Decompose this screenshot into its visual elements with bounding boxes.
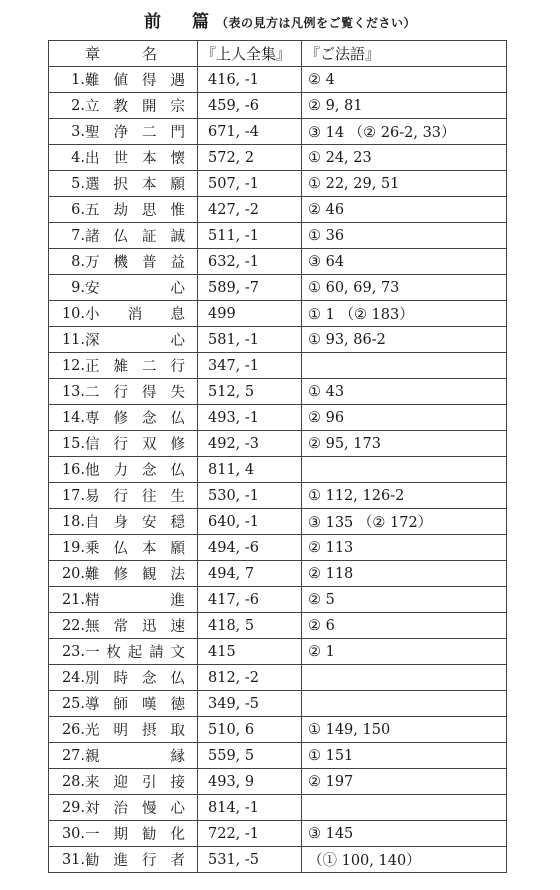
chapter-name: 光 明 摂 取 [85,723,185,739]
chapter-cell [49,821,198,847]
chapter-cell [49,639,198,665]
reference-cell: 492, -3 [198,431,302,457]
chapter-cell [49,587,198,613]
goho-cell: ① 60, 69, 73 [302,275,507,301]
chapter-number: 19. [61,539,85,556]
goho-cell: ① 43 [302,379,507,405]
table-row [49,275,507,301]
chapter-number: 9. [71,279,85,296]
chapter-cell [49,613,198,639]
chapter-number: 28. [61,773,85,790]
reference-cell: 512, 5 [198,379,302,405]
chapter-cell [49,171,198,197]
table-row [49,171,507,197]
table-row [49,535,507,561]
reference-cell: 640, -1 [198,509,302,535]
goho-cell: ③ 135 （② 172） [302,509,507,535]
table-row [49,587,507,613]
chapter-cell [49,249,198,275]
chapter-name: 選 択 本 願 [85,177,185,193]
chapter-name: 勧 進 行 者 [85,853,185,869]
chapter-cell [49,275,198,301]
chapter-name: 難 修 観 法 [85,567,185,583]
chapter-name: 深 心 [85,333,185,349]
goho-cell: ① 112, 126-2 [302,483,507,509]
reference-cell: 427, -2 [198,197,302,223]
chapter-name: 万 機 普 益 [85,255,185,271]
table-row [49,93,507,119]
chapter-cell [49,535,198,561]
chapter-cell [49,691,198,717]
chapter-name: 一 枚 起 請 文 [85,645,185,661]
goho-cell: （① 100, 140） [302,847,507,873]
chapter-name: 親 縁 [85,749,185,765]
chapter-name: 立 教 開 宗 [85,99,185,115]
goho-cell: ① 93, 86-2 [302,327,507,353]
chapter-name: 二 行 得 失 [85,385,185,401]
chapter-number: 3. [71,123,85,140]
chapter-name: 諸 仏 証 誠 [85,229,185,245]
chapter-name: 出 世 本 懐 [85,151,185,167]
goho-cell: ③ 145 [302,821,507,847]
chapter-cell [49,509,198,535]
table-row [49,249,507,275]
table-row [49,457,507,483]
table-row [49,509,507,535]
goho-cell: ② 118 [302,561,507,587]
reference-cell: 418, 5 [198,613,302,639]
chapter-number: 6. [71,201,85,218]
title-main: 前 篇 [143,12,216,32]
chapter-cell [49,145,198,171]
chapter-cell [49,561,198,587]
chapter-number: 4. [71,149,85,166]
chapter-number: 27. [61,747,85,764]
reference-cell: 494, -6 [198,535,302,561]
reference-cell: 572, 2 [198,145,302,171]
reference-cell: 493, 9 [198,769,302,795]
goho-cell: ② 96 [302,405,507,431]
table-row [49,769,507,795]
chapter-number: 25. [61,695,85,712]
chapter-cell [49,795,198,821]
reference-cell: 349, -5 [198,691,302,717]
goho-cell: ② 95, 173 [302,431,507,457]
table-row [49,301,507,327]
goho-cell [302,353,507,379]
chapter-number: 13. [61,383,85,400]
table-row [49,613,507,639]
chapter-number: 29. [61,799,85,816]
reference-cell: 347, -1 [198,353,302,379]
goho-cell: ① 151 [302,743,507,769]
chapter-cell [49,847,198,873]
reference-cell: 494, 7 [198,561,302,587]
table-row [49,743,507,769]
table-header-row [49,41,507,67]
chapter-number: 15. [61,435,85,452]
goho-cell [302,457,507,483]
goho-cell: ② 1 [302,639,507,665]
goho-cell: ② 4 [302,67,507,93]
chapter-name: 正 雑 二 行 [85,359,185,375]
chapter-name: 導 師 嘆 徳 [85,697,185,713]
header-chapter [49,41,198,67]
header-reference: 『上人全集』 [198,41,302,67]
chapter-name: 専 修 念 仏 [85,411,185,427]
table-row [49,483,507,509]
table-row [49,145,507,171]
goho-cell: ② 197 [302,769,507,795]
goho-cell: ① 36 [302,223,507,249]
chapter-cell [49,665,198,691]
table-row [49,379,507,405]
chapter-number: 22. [61,617,85,634]
chapter-number: 30. [61,825,85,842]
chapter-name: 他 力 念 仏 [85,463,185,479]
chapter-cell [49,119,198,145]
chapter-number: 18. [61,513,85,530]
reference-cell: 531, -5 [198,847,302,873]
chapter-cell [49,223,198,249]
goho-cell [302,795,507,821]
reference-cell: 511, -1 [198,223,302,249]
chapter-cell [49,327,198,353]
table-row [49,223,507,249]
reference-cell: 417, -6 [198,587,302,613]
table-row [49,665,507,691]
reference-cell: 530, -1 [198,483,302,509]
reference-cell: 499 [198,301,302,327]
chapter-name: 難 値 得 遇 [85,73,185,89]
chapter-name: 安 心 [85,281,185,297]
reference-cell: 812, -2 [198,665,302,691]
table-body [49,67,507,873]
chapter-name: 精 進 [85,593,185,609]
goho-cell: ② 46 [302,197,507,223]
chapter-number: 26. [61,721,85,738]
chapter-number: 5. [71,175,85,192]
chapter-number: 23. [61,643,85,660]
table-row [49,561,507,587]
goho-cell: ③ 14 （② 26-2, 33） [302,119,507,145]
reference-cell: 814, -1 [198,795,302,821]
goho-cell: ① 1 （② 183） [302,301,507,327]
chapter-number: 12. [61,357,85,374]
table-row [49,431,507,457]
chapter-name: 自 身 安 穏 [85,515,185,531]
chapter-number: 7. [71,227,85,244]
chapter-cell [49,743,198,769]
chapter-name: 別 時 念 仏 [85,671,185,687]
table-row [49,405,507,431]
chapter-name: 信 行 双 修 [85,437,185,453]
chapter-number: 21. [61,591,85,608]
reference-cell: 671, -4 [198,119,302,145]
reference-cell: 811, 4 [198,457,302,483]
reference-cell: 416, -1 [198,67,302,93]
chapter-name: 易 行 往 生 [85,489,185,505]
header-chapter-char-2: 名 [141,45,157,63]
reference-cell: 415 [198,639,302,665]
reference-cell: 581, -1 [198,327,302,353]
chapter-name: 無 常 迅 速 [85,619,185,635]
chapter-number: 31. [61,851,85,868]
title-note: （表の見方は凡例をご覧ください） [215,16,416,30]
chapter-cell [49,67,198,93]
reference-cell: 493, -1 [198,405,302,431]
chapter-cell [49,379,198,405]
chapter-number: 2. [71,97,85,114]
chapter-cell [49,483,198,509]
table-row [49,717,507,743]
goho-cell: ① 149, 150 [302,717,507,743]
goho-cell: ① 24, 23 [302,145,507,171]
chapter-number: 24. [61,669,85,686]
chapter-cell [49,717,198,743]
reference-cell: 632, -1 [198,249,302,275]
goho-cell [302,691,507,717]
chapter-cell [49,353,198,379]
page-title [0,7,560,32]
reference-cell: 559, 5 [198,743,302,769]
chapter-cell [49,457,198,483]
table-row [49,197,507,223]
table-row [49,353,507,379]
chapter-cell [49,197,198,223]
chapter-cell [49,769,198,795]
reference-cell: 507, -1 [198,171,302,197]
goho-cell: ② 5 [302,587,507,613]
goho-cell: ② 6 [302,613,507,639]
table-row [49,847,507,873]
table-row [49,639,507,665]
goho-cell: ② 113 [302,535,507,561]
chapter-name: 一 期 勧 化 [85,827,185,843]
header-goho: 『ご法語』 [302,41,507,67]
reference-cell: 510, 6 [198,717,302,743]
goho-cell: ① 22, 29, 51 [302,171,507,197]
reference-cell: 589, -7 [198,275,302,301]
goho-cell [302,665,507,691]
chapter-cell [49,405,198,431]
chapter-number: 10. [61,305,85,322]
chapter-cell [49,301,198,327]
reference-cell: 459, -6 [198,93,302,119]
goho-cell: ② 9, 81 [302,93,507,119]
chapter-number: 8. [71,253,85,270]
chapter-name: 来 迎 引 接 [85,775,185,791]
chapter-name: 聖 浄 二 門 [85,125,185,141]
chapter-name: 小 消 息 [85,307,185,323]
table-row [49,821,507,847]
table-row [49,327,507,353]
header-chapter-char-1: 章 [85,45,101,63]
reference-cell: 722, -1 [198,821,302,847]
chapter-cell [49,431,198,457]
goho-cell: ③ 64 [302,249,507,275]
chapter-table [48,40,507,873]
chapter-number: 11. [61,331,85,348]
chapter-number: 14. [61,409,85,426]
chapter-number: 16. [61,461,85,478]
chapter-number: 1. [71,71,85,88]
chapter-cell [49,93,198,119]
table-row [49,691,507,717]
chapter-number: 17. [61,487,85,504]
table-row [49,67,507,93]
chapter-name: 五 劫 思 惟 [85,203,185,219]
table-row [49,795,507,821]
chapter-name: 乗 仏 本 願 [85,541,185,557]
table-row [49,119,507,145]
chapter-name: 対 治 慢 心 [85,801,185,817]
chapter-number: 20. [61,565,85,582]
